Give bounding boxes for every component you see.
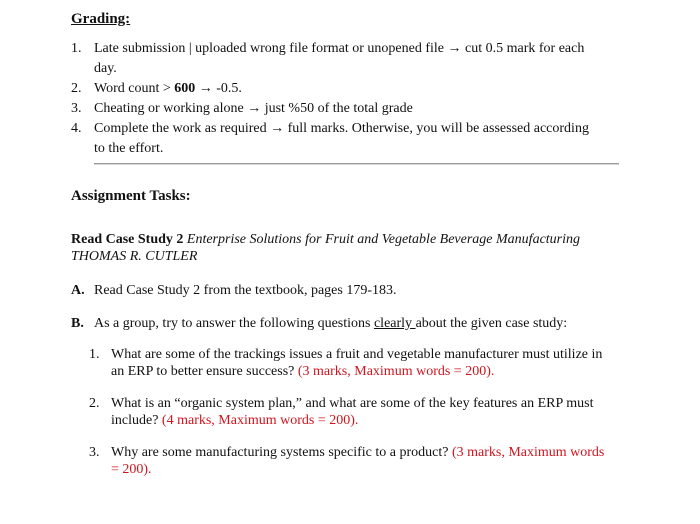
question-text: Why are some manufacturing systems specific to a product? bbox=[111, 445, 452, 460]
part-b-label: B. bbox=[71, 316, 84, 331]
part-b-text: As a group, try to answer the following questions bbox=[94, 316, 374, 331]
grading-title: Grading: bbox=[71, 11, 131, 27]
arrow-right-icon: → bbox=[447, 41, 462, 56]
tasks-title: Assignment Tasks: bbox=[71, 188, 191, 204]
arrow-right-icon: → bbox=[247, 101, 262, 116]
case-study-author: THOMAS R. CUTLER bbox=[71, 249, 198, 264]
part-b-text: about the given case study: bbox=[415, 316, 568, 331]
grading-item-text: Cheating or working alone bbox=[94, 101, 248, 116]
case-study-title: Enterprise Solutions for Fruit and Vegetable Beverage Manufacturing bbox=[186, 232, 581, 247]
grading-item-number: 4. bbox=[71, 121, 82, 136]
section-divider bbox=[94, 163, 619, 165]
question-text: What is an “organic system plan,” and what are some of the key features an ERP must bbox=[111, 396, 594, 411]
arrow-right-icon: → bbox=[198, 81, 213, 96]
question-marks: (4 marks, Maximum words = 200). bbox=[161, 413, 359, 428]
grading-item-text: Complete the work as required bbox=[94, 121, 271, 136]
grading-item-text: just %50 of the total grade bbox=[261, 101, 413, 116]
case-study-label: Read Case Study 2 bbox=[71, 232, 184, 247]
grading-item-text: to the effort. bbox=[94, 141, 164, 156]
arrow-right-icon: → bbox=[270, 121, 285, 136]
word-limit-value: 600 bbox=[174, 81, 196, 96]
question-number: 3. bbox=[89, 445, 100, 460]
part-a-label: A. bbox=[71, 283, 85, 298]
grading-item-text: full marks. Otherwise, you will be assessed according bbox=[284, 121, 589, 136]
grading-item-text: Word count > bbox=[94, 81, 175, 96]
part-b-emphasis: clearly bbox=[373, 316, 416, 331]
grading-item-text: -0.5. bbox=[212, 81, 242, 96]
question-text: an ERP to better ensure success? bbox=[111, 364, 298, 379]
question-number: 1. bbox=[89, 347, 100, 362]
grading-item-text: day. bbox=[94, 61, 117, 76]
question-marks: (3 marks, Maximum words = 200). bbox=[297, 364, 495, 379]
question-number: 2. bbox=[89, 396, 100, 411]
grading-item-number: 2. bbox=[71, 81, 82, 96]
grading-item-number: 3. bbox=[71, 101, 82, 116]
question-marks: (3 marks, Maximum words bbox=[451, 445, 605, 460]
grading-item-text: cut 0.5 mark for each bbox=[461, 41, 585, 56]
question-text: include? bbox=[111, 413, 162, 428]
grading-item-text: Late submission | uploaded wrong file format or unopened file bbox=[94, 41, 448, 56]
part-a-text: Read Case Study 2 from the textbook, pages 179-183. bbox=[94, 283, 397, 298]
question-text: What are some of the trackings issues a fruit and vegetable manufacturer must utilize in bbox=[111, 347, 603, 362]
grading-item-number: 1. bbox=[71, 41, 82, 56]
question-marks: = 200). bbox=[111, 462, 152, 477]
